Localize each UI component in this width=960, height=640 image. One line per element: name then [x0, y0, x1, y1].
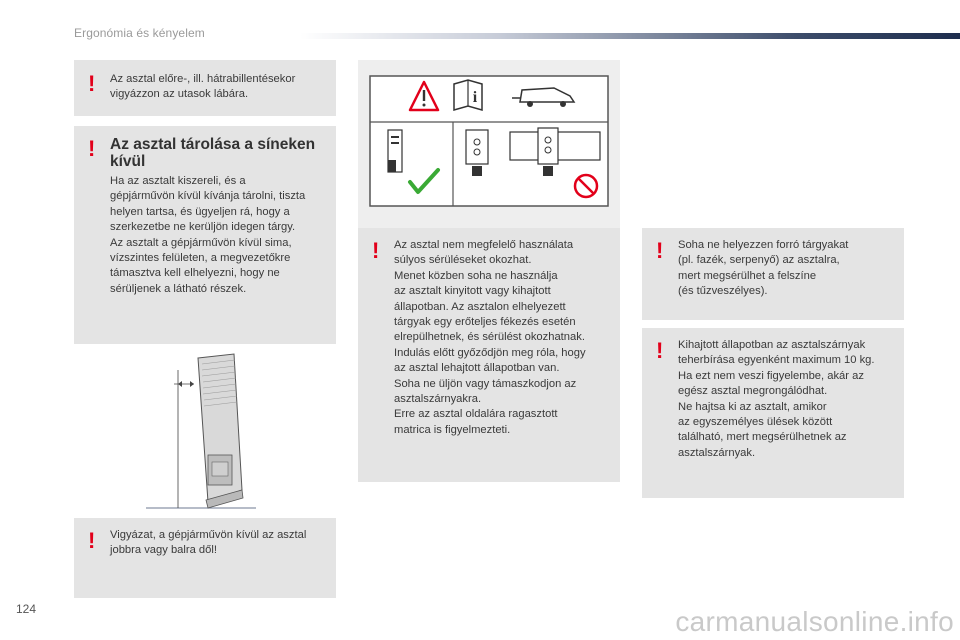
warning-box-feet [74, 60, 336, 116]
warning-icon: ! [88, 136, 96, 161]
warning-icon: ! [656, 238, 664, 263]
svg-text:i: i [472, 89, 478, 106]
table-illustration [146, 350, 256, 520]
sticker-illustration [358, 60, 620, 228]
sticker-diagram [358, 60, 620, 228]
watermark: carmanualsonline.info [675, 606, 954, 637]
warning-icon: ! [372, 238, 380, 263]
warning-icon: ! [88, 71, 96, 96]
warning-load-text: Kihajtott állapotban az asztalszárnyak teherbírása egyenként maximum 10 kg. Ha ezt nem veszi figyelembe, akár az egész asztal megrongálódhat. Ne hajtsa ki az asztalt, amikor az egyszemélyes ülések között található, mert megsérülhetnek az asztalszárnyak. [678, 339, 875, 459]
warning-feet-text: Az asztal előre-, ill. hátrabillentésekor vigyázzon az utasok lábára. [110, 73, 296, 101]
table-upright-icon [388, 130, 402, 172]
storage-text: Ha az asztalt kiszereli, és a gépjárművön kívül kívánja tárolni, tiszta helyen tartsa, és ügyeljen rá, hogy a szerkezetbe ne kerüljön idegen tárgy. Az asztalt a gépjárművön kívül sima, vízszintes felületen, a megvezetőkre támasztva kell elhelyezni, hogy ne sérüljenek a látható részek. [110, 175, 306, 295]
warning-hot-objects-text: Soha ne helyezzen forró tárgyakat (pl. fazék, serpenyő) az asztalra, mert megsérülhet a felszíne (és tűzveszélyes). [678, 239, 849, 298]
storage-heading: Az asztal tárolása a síneken kívül [110, 136, 316, 170]
warning-icon: ! [656, 338, 664, 363]
page-number: 124 [16, 602, 37, 616]
header-bar [300, 33, 960, 39]
warning-improper-use-text: Az asztal nem megfelelő használata súlyos sérüléseket okozhat. Menet közben soha ne használja az asztalt kinyitott vagy kihajtott állapotban. Az asztalon elhelyezett tárgyak egy erőteljes fékezés esetén elrepülhetnek, és sérülést okozhatnak. Indulás előtt győződjön meg róla, hogy az asztal lehajtott állapotban van. Soha ne üljön vagy támaszkodjon az asztalszárnyakra. Erre az asztal oldalára ragasztott matrica is figyelmezteti. [394, 239, 586, 436]
warning-box-tilt [74, 518, 336, 598]
warning-box-hot-objects [642, 228, 904, 320]
warning-box-storage [74, 126, 336, 344]
warning-icon: ! [88, 528, 96, 553]
warning-box-load [642, 328, 904, 498]
section-title: Ergonómia és kényelem [74, 26, 205, 40]
warning-tilt-text: Vigyázat, a gépjárművön kívül az asztal jobbra vagy balra dől! [110, 529, 307, 557]
warning-box-improper-use [358, 228, 620, 482]
